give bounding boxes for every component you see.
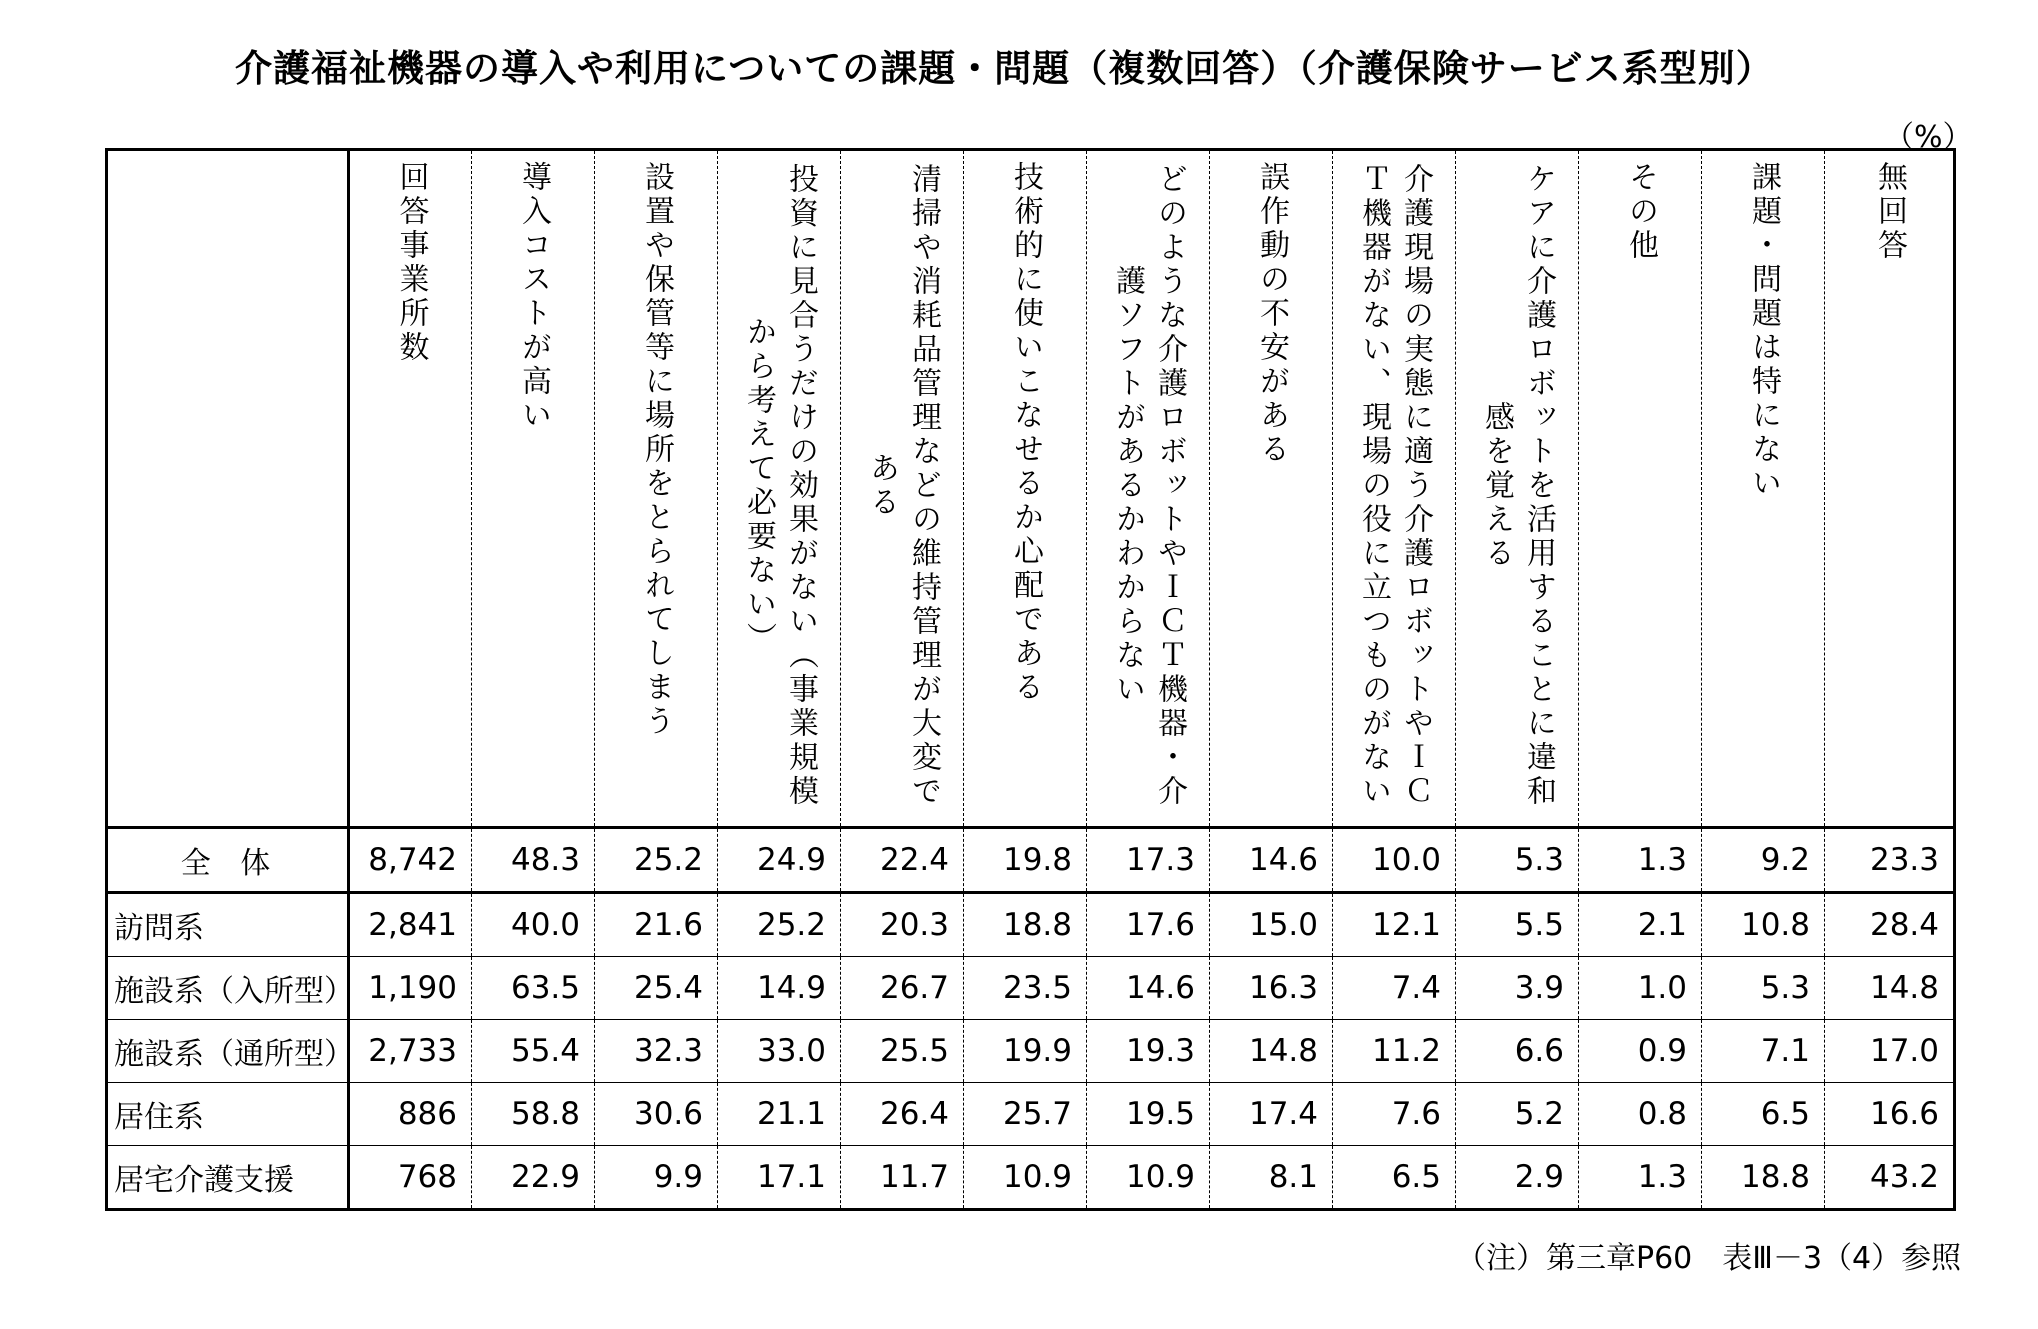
table-cell: 15.0 — [1210, 893, 1333, 957]
table-cell: 19.8 — [964, 828, 1087, 893]
table-cell: 18.8 — [964, 893, 1087, 957]
table-cell: 11.2 — [1333, 1020, 1456, 1083]
row-label: 施設系（入所型） — [107, 957, 349, 1020]
table-cell: 6.5 — [1702, 1083, 1825, 1146]
table-cell: 25.7 — [964, 1083, 1087, 1146]
table-cell: 1.3 — [1579, 828, 1702, 893]
col-header-discomfort — [1456, 150, 1579, 828]
footnote: （注）第三章P60 表Ⅲ－3（4）参照 — [1456, 1241, 1962, 1276]
col-header-text: 介護現場の実態に適う介護ロボットやＩＣＴ機器がない、現場の役に立つものがない — [1356, 163, 1433, 809]
col-header-text: 技術的に使いこなせるか心配である — [1008, 161, 1043, 705]
col-header-text: どのような介護ロボットやＩＣＴ機器・介護ソフトがあるかわからない — [1110, 163, 1187, 809]
table-cell: 2,733 — [349, 1020, 472, 1083]
table-cell: 768 — [349, 1146, 472, 1210]
table-cell: 10.8 — [1702, 893, 1825, 957]
table-cell: 2.1 — [1579, 893, 1702, 957]
corner-cell — [107, 150, 349, 828]
col-header-no-answer — [1825, 150, 1955, 828]
table-cell: 8.1 — [1210, 1146, 1333, 1210]
table-cell: 5.2 — [1456, 1083, 1579, 1146]
table-cell: 33.0 — [718, 1020, 841, 1083]
table-cell: 7.4 — [1333, 957, 1456, 1020]
table-row — [107, 1083, 1955, 1146]
table-cell: 25.2 — [595, 828, 718, 893]
table-cell: 40.0 — [472, 893, 595, 957]
table-cell: 58.8 — [472, 1083, 595, 1146]
table-cell: 14.8 — [1210, 1020, 1333, 1083]
col-header-maintenance — [841, 150, 964, 828]
col-header-malfunction — [1210, 150, 1333, 828]
table-row — [107, 957, 1955, 1020]
data-table — [105, 148, 1956, 1211]
table-cell: 25.2 — [718, 893, 841, 957]
table-cell: 14.6 — [1087, 957, 1210, 1020]
table-cell: 19.3 — [1087, 1020, 1210, 1083]
table-cell: 18.8 — [1702, 1146, 1825, 1210]
table-cell: 7.1 — [1702, 1020, 1825, 1083]
table-cell: 14.9 — [718, 957, 841, 1020]
col-header-no-issue — [1702, 150, 1825, 828]
table-cell: 9.2 — [1702, 828, 1825, 893]
col-header-no-suitable — [1333, 150, 1456, 828]
table-cell: 14.6 — [1210, 828, 1333, 893]
table-cell: 16.3 — [1210, 957, 1333, 1020]
table-cell: 9.9 — [595, 1146, 718, 1210]
col-header-text: 投資に見合うだけの効果がない（事業規模から考えて必要ない） — [741, 163, 818, 809]
table-cell: 17.0 — [1825, 1020, 1955, 1083]
table-cell: 48.3 — [472, 828, 595, 893]
table-cell: 25.5 — [841, 1020, 964, 1083]
table-cell: 1,190 — [349, 957, 472, 1020]
table-cell: 10.9 — [964, 1146, 1087, 1210]
table-cell: 8,742 — [349, 828, 472, 893]
table-cell: 1.3 — [1579, 1146, 1702, 1210]
table-cell: 55.4 — [472, 1020, 595, 1083]
table-cell: 12.1 — [1333, 893, 1456, 957]
table-cell: 28.4 — [1825, 893, 1955, 957]
table-cell: 11.7 — [841, 1146, 964, 1210]
table-cell: 2,841 — [349, 893, 472, 957]
row-label: 訪問系 — [107, 893, 349, 957]
table-cell: 26.7 — [841, 957, 964, 1020]
col-header-no-effect — [718, 150, 841, 828]
row-label: 施設系（通所型） — [107, 1020, 349, 1083]
page-title: 介護福祉機器の導入や利用についての課題・問題（複数回答）（介護保険サービス系型別） — [235, 47, 1774, 90]
table-cell: 30.6 — [595, 1083, 718, 1146]
table-row — [107, 893, 1955, 957]
table-cell: 19.5 — [1087, 1083, 1210, 1146]
row-label: 全 体 — [107, 828, 349, 893]
col-header-other — [1579, 150, 1702, 828]
table-cell: 23.5 — [964, 957, 1087, 1020]
row-label: 居宅介護支援 — [114, 1163, 294, 1198]
col-header-cost — [472, 150, 595, 828]
col-header-text: 課題・問題は特にない — [1746, 161, 1781, 501]
table-cell: 19.9 — [964, 1020, 1087, 1083]
col-header-text: 誤作動の不安がある — [1254, 161, 1289, 467]
col-header-text: 清掃や消耗品管理などの維持管理が大変である — [864, 163, 941, 809]
table-cell: 22.9 — [472, 1146, 595, 1210]
col-header-space — [595, 150, 718, 828]
table-cell: 25.4 — [595, 957, 718, 1020]
table-row — [107, 1020, 1955, 1083]
col-header-text: 回答事業所数 — [393, 161, 429, 365]
table-cell: 63.5 — [472, 957, 595, 1020]
table-cell: 10.9 — [1087, 1146, 1210, 1210]
table-cell: 3.9 — [1456, 957, 1579, 1020]
col-header-respondents — [349, 150, 472, 828]
table-cell: 17.6 — [1087, 893, 1210, 957]
table-cell: 6.6 — [1456, 1020, 1579, 1083]
col-header-text: 無回答 — [1872, 161, 1907, 263]
table-cell: 43.2 — [1825, 1146, 1955, 1210]
table-cell: 14.8 — [1825, 957, 1955, 1020]
col-header-text: 導入コストが高い — [516, 161, 551, 433]
table-cell: 23.3 — [1825, 828, 1955, 893]
table-cell: 6.5 — [1333, 1146, 1456, 1210]
table-cell: 10.0 — [1333, 828, 1456, 893]
table-cell: 0.9 — [1579, 1020, 1702, 1083]
col-header-unknown-products — [1087, 150, 1210, 828]
table-cell: 1.0 — [1579, 957, 1702, 1020]
table-cell: 0.8 — [1579, 1083, 1702, 1146]
table-cell: 21.1 — [718, 1083, 841, 1146]
table-cell: 17.3 — [1087, 828, 1210, 893]
table-cell: 5.3 — [1456, 828, 1579, 893]
table-row — [107, 828, 1955, 893]
table-cell: 22.4 — [841, 828, 964, 893]
table-cell: 21.6 — [595, 893, 718, 957]
col-header-text: ケアに介護ロボットを活用することに違和感を覚える — [1479, 163, 1556, 809]
table-cell: 32.3 — [595, 1020, 718, 1083]
table-cell: 7.6 — [1333, 1083, 1456, 1146]
unit-label: （%） — [1884, 120, 1973, 155]
table-cell: 26.4 — [841, 1083, 964, 1146]
col-header-technical — [964, 150, 1087, 828]
row-label: 居住系 — [107, 1083, 349, 1146]
table-cell: 24.9 — [718, 828, 841, 893]
table-cell: 2.9 — [1456, 1146, 1579, 1210]
table-cell: 17.1 — [718, 1146, 841, 1210]
col-header-text: 設置や保管等に場所をとられてしまう — [639, 161, 674, 739]
col-header-text: その他 — [1623, 161, 1658, 263]
table-cell: 17.4 — [1210, 1083, 1333, 1146]
table-row — [107, 1146, 1955, 1210]
header-row — [107, 150, 1955, 828]
table-cell: 16.6 — [1825, 1083, 1955, 1146]
table-cell: 886 — [349, 1083, 472, 1146]
table-cell: 5.5 — [1456, 893, 1579, 957]
table-cell: 5.3 — [1702, 957, 1825, 1020]
table-cell: 20.3 — [841, 893, 964, 957]
